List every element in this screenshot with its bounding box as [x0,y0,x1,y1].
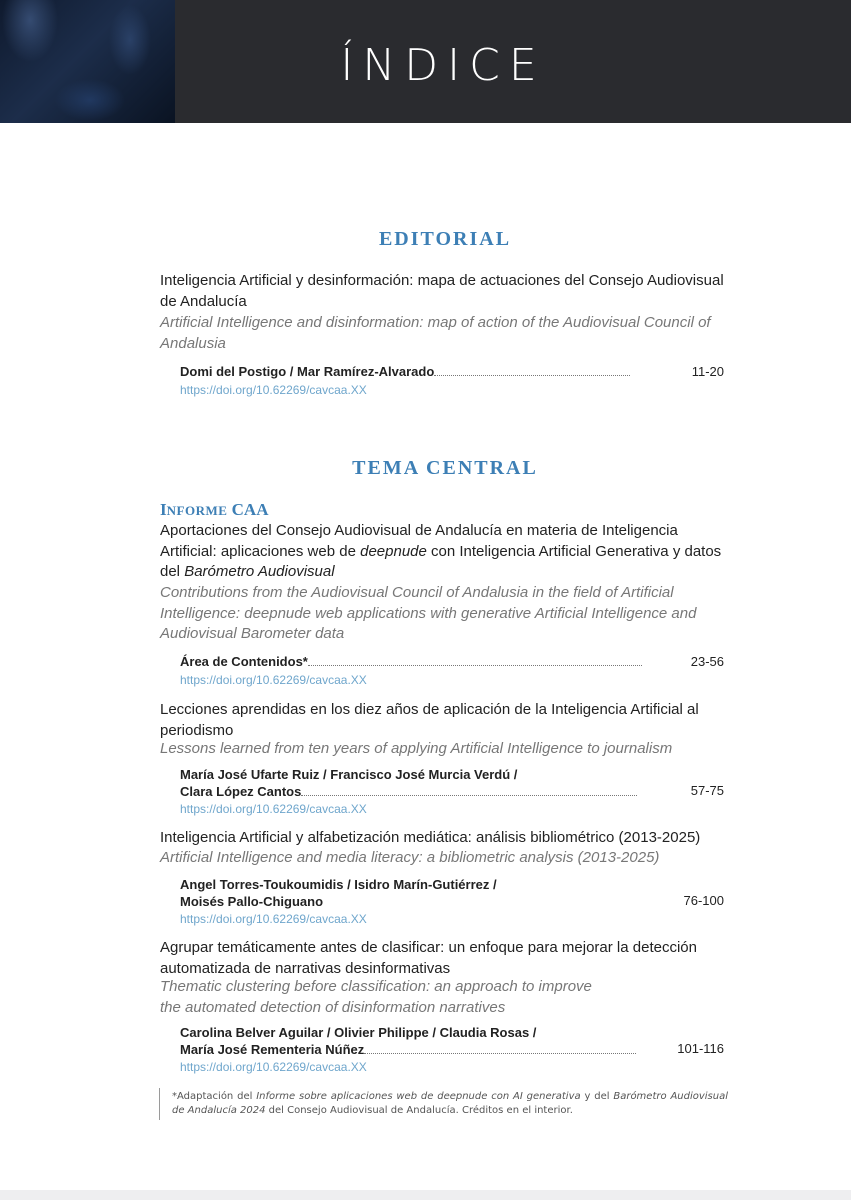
entry-title-en: Thematic clustering before classification: an approach to improve the automated detection of disinformation narratives [160,978,592,1016]
entry-authors [180,877,650,910]
authors-text-line1: María José Ufarte Ruiz / Francisco José Murcia Verdú / [180,767,518,782]
entry-title-es: Agrupar temáticamente antes de clasificar: un enfoque para mejorar la detección automatizada de narrativas desinformativas [160,939,697,977]
entry-title-en: Contributions from the Audiovisual Council of Andalusia in the field of Artificial Intelligence: deepnude web applications with generative Artificial Intelligence and Audiovisual Barometer data [160,584,697,642]
doi-link[interactable]: https://doi.org/10.62269/cavcaa.XX [180,383,367,397]
entry-authors [180,654,650,671]
leader-dots [434,374,630,376]
page-bottom-strip [0,1190,851,1200]
entry-pages: 101-116 [677,1041,724,1056]
doi-link[interactable]: https://doi.org/10.62269/cavcaa.XX [180,1060,367,1074]
authors-text: Domi del Postigo / Mar Ramírez-Alvarado [180,364,435,379]
authors-text-line1: Carolina Belver Aguilar / Olivier Philippe / Claudia Rosas / [180,1025,537,1040]
leader-dots [308,664,642,666]
entry-authors [180,364,650,381]
entry-pages: 57-75 [690,783,724,798]
authors-text-line1: Angel Torres-Toukoumidis / Isidro Marín-Gutiérrez / [180,877,497,892]
footnote-rule [159,1088,160,1120]
subsection-heading-informe-caa: INFORME CAA [160,500,269,519]
entry-pages: 76-100 [683,893,724,908]
entry-title-es: Inteligencia Artificial y alfabetización mediática: análisis bibliométrico (2013-2025) [160,829,701,846]
leader-dots [301,794,637,796]
doi-link[interactable]: https://doi.org/10.62269/cavcaa.XX [180,802,367,816]
header-photo [0,0,175,123]
entry-title-es: Lecciones aprendidas en los diez años de aplicación de la Inteligencia Artificial al periodismo [160,701,699,739]
entry-pages: 11-20 [691,364,724,379]
entry-authors [180,767,650,800]
entry-title-es: Inteligencia Artificial y desinformación: mapa de actuaciones del Consejo Audiovisual de Andalucía [160,272,724,310]
entry-authors [180,1025,650,1058]
doi-link[interactable]: https://doi.org/10.62269/cavcaa.XX [180,673,367,687]
entry-title-en: Artificial Intelligence and disinformation: map of action of the Audiovisual Council of Andalusia [160,314,711,352]
leader-dots [364,1052,636,1054]
authors-text: Área de Contenidos* [180,654,308,669]
entry-title-en: Lessons learned from ten years of applying Artificial Intelligence to journalism [160,740,673,757]
page-title: ÍNDICE [340,40,546,91]
entry-title-es: Aportaciones del Consejo Audiovisual de Andalucía en materia de Inteligencia Artificial: aplicaciones web de deepnude con Inteligencia Artificial Generativa y datos del Barómetro Audiovisual [160,522,722,580]
section-heading-tema-central: TEMA CENTRAL [352,457,538,479]
authors-text-line2: Clara López Cantos [180,783,302,799]
footnote: *Adaptación del Informe sobre aplicaciones web de deepnude con AI generativa y del Barómetro Audiovisual de Andalucía 2024 del Consejo Audiovisual de Andalucía. Créditos en el interior. [172,1091,729,1116]
entry-pages: 23-56 [690,654,724,669]
authors-text-line2: Moisés Pallo-Chiguano [180,893,324,909]
section-heading-editorial: EDITORIAL [378,228,512,250]
entry-title-en: Artificial Intelligence and media literacy: a bibliometric analysis (2013-2025) [160,849,660,866]
authors-text-line2: María José Rementeria Núñez [180,1041,365,1057]
doi-link[interactable]: https://doi.org/10.62269/cavcaa.XX [180,912,367,926]
